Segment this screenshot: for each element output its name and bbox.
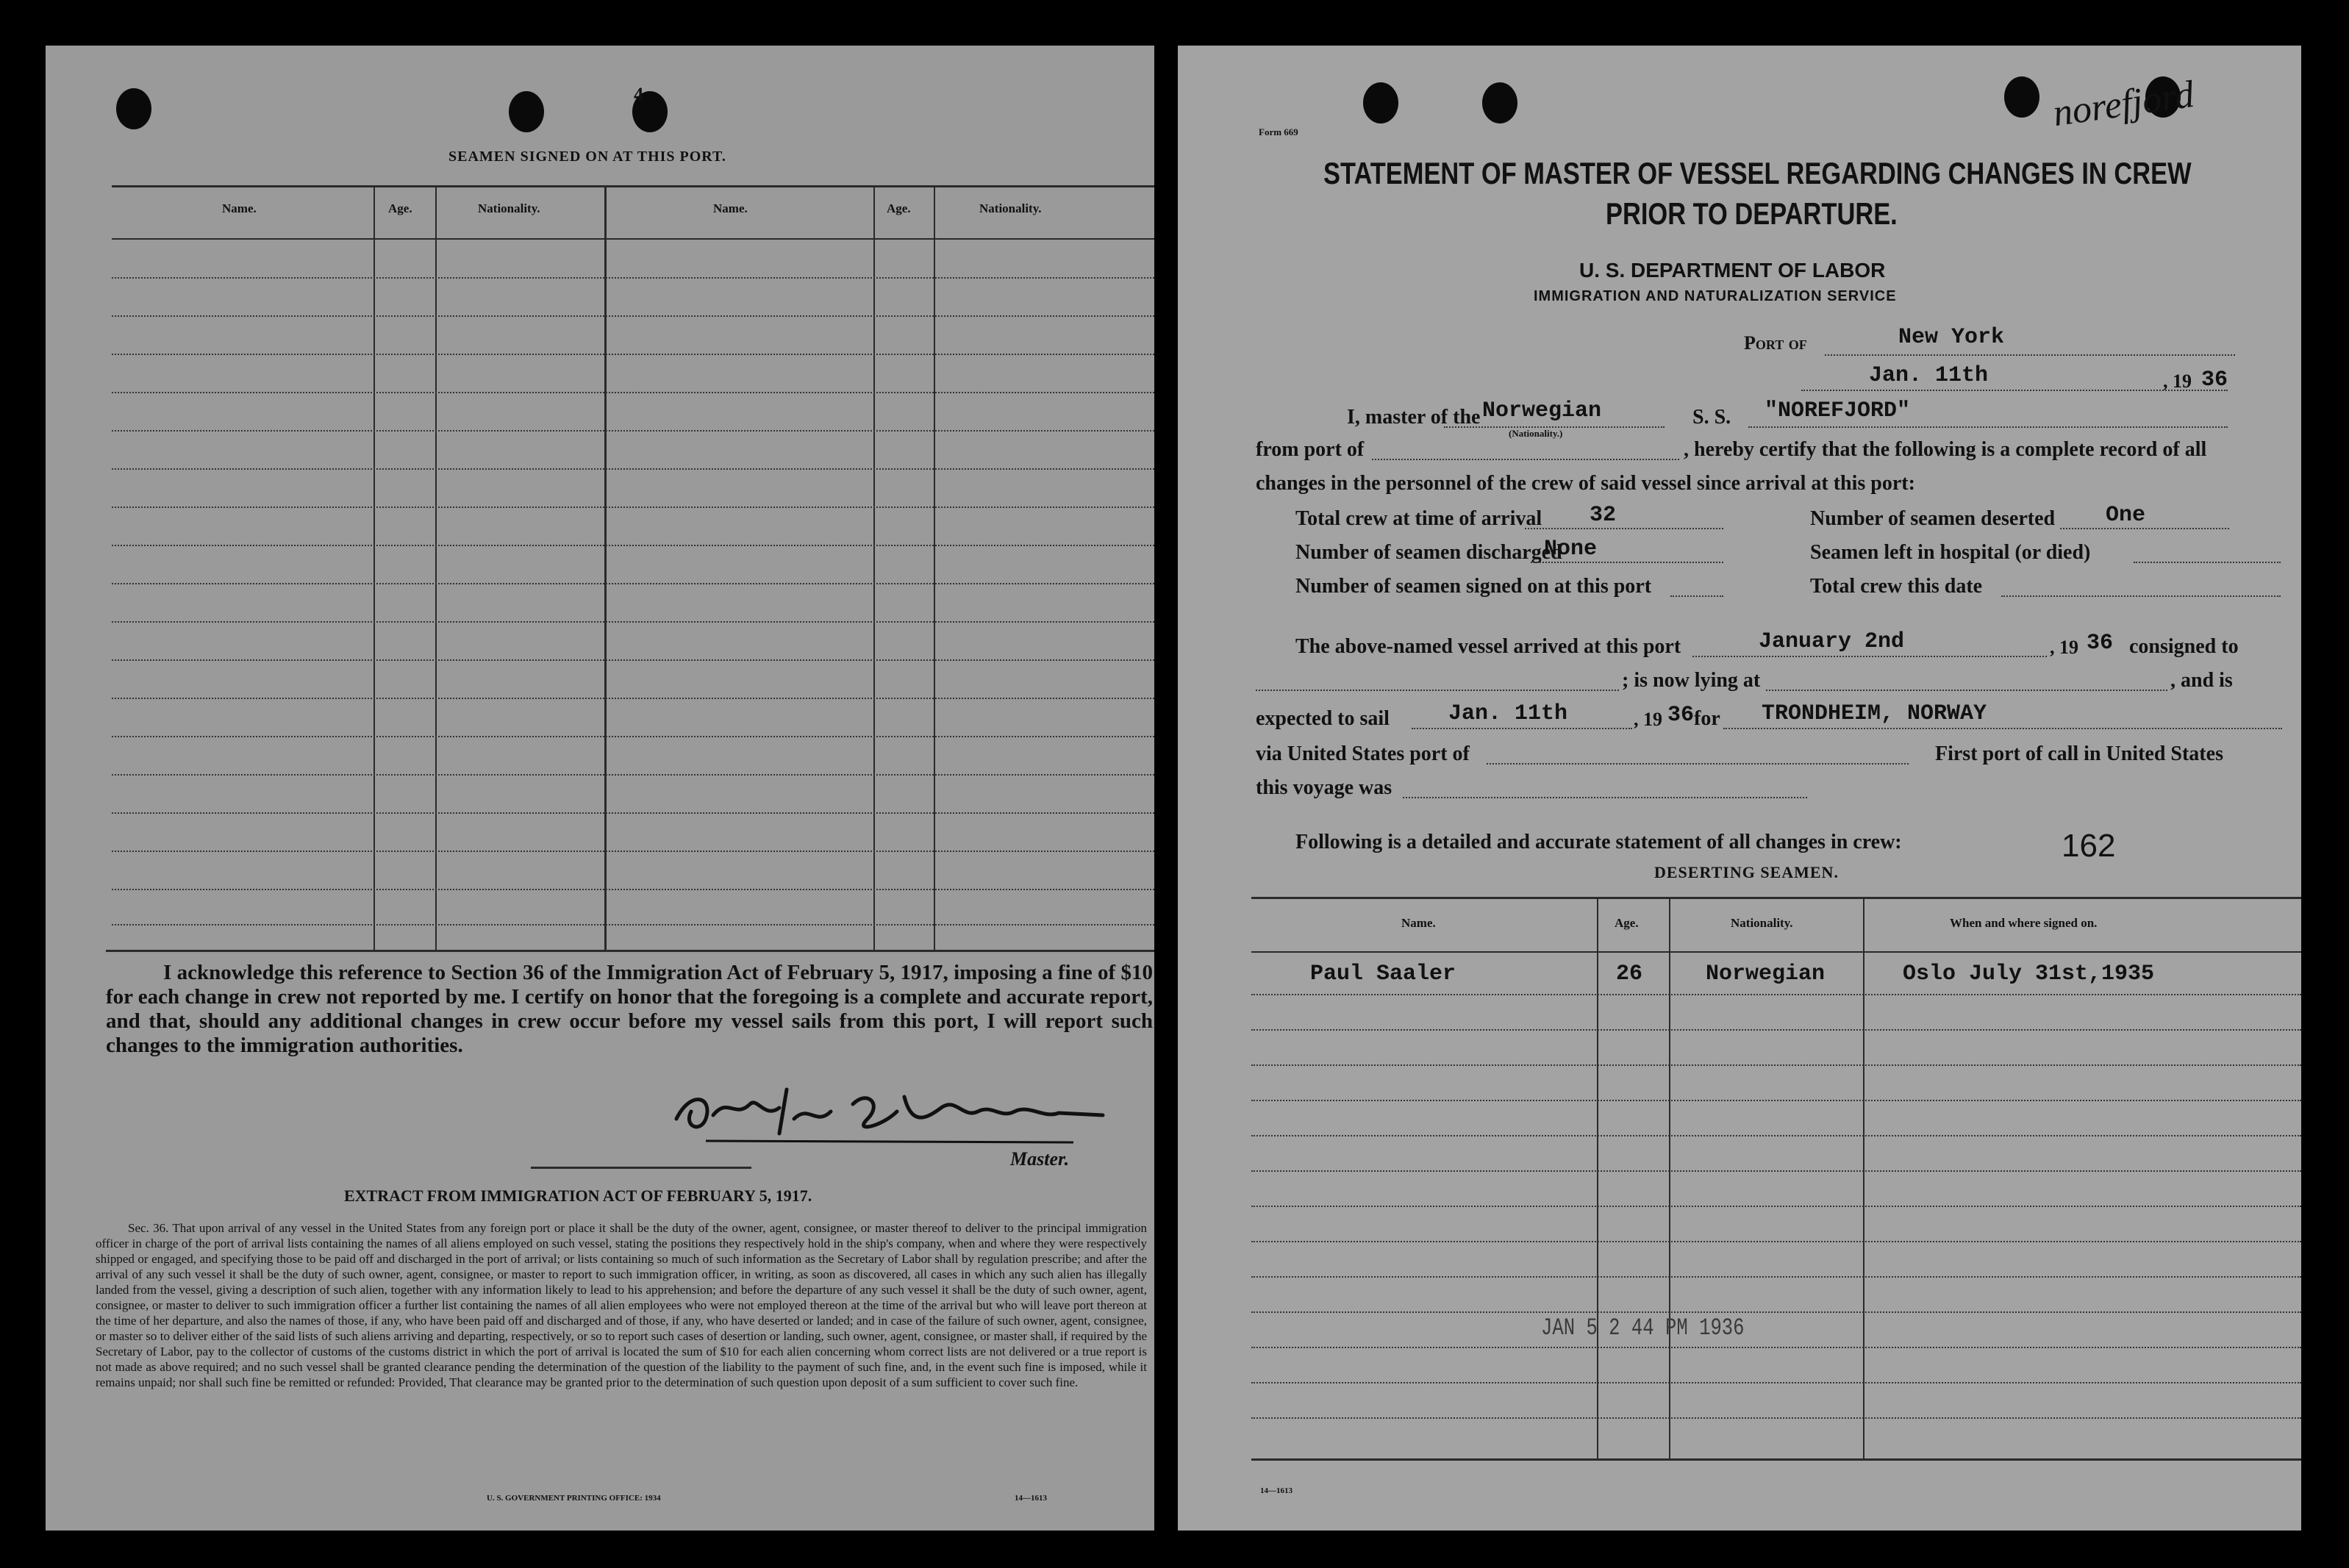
column-header-signed-on: When and where signed on.	[1950, 916, 2098, 930]
form-code: 14—1613	[1015, 1494, 1047, 1503]
discharged-value: None	[1544, 537, 1598, 562]
date-value: Jan. 11th	[1869, 363, 1989, 388]
date-year: 36	[2201, 368, 2228, 393]
table-row	[1251, 1064, 2301, 1066]
table-row	[1251, 1100, 2301, 1101]
table-row	[1251, 1135, 2301, 1136]
column-header-name: Name.	[1401, 916, 1436, 930]
table-row	[112, 583, 1154, 584]
total-crew-label: Total crew at time of arrival	[1295, 507, 1542, 530]
table-row	[112, 315, 1154, 317]
column-header-age: Age.	[388, 201, 412, 215]
and-is-label: , and is	[2170, 669, 2233, 692]
table-row	[112, 392, 1154, 393]
hospital-label: Seamen left in hospital (or died)	[1810, 541, 2091, 564]
extract-title: EXTRACT FROM IMMIGRATION ACT OF FEBRUARY 5, 1917.	[344, 1186, 812, 1205]
table-row	[1251, 1241, 2301, 1242]
punch-hole	[1363, 82, 1398, 123]
cell-name: Paul Saaler	[1310, 962, 1456, 987]
punch-hole	[116, 88, 151, 129]
following-text: Following is a detailed and accurate statement of all changes in crew:	[1295, 831, 1902, 853]
table-row	[112, 354, 1154, 355]
column-header-nationality: Nationality.	[1731, 916, 1793, 930]
discharged-label: Number of seamen discharged	[1295, 541, 1562, 564]
column-header-age: Age.	[1615, 916, 1639, 930]
first-port-label: First port of call in United States	[1935, 742, 2223, 765]
form-label: Form 669	[1259, 126, 1298, 137]
lying-at-label: ; is now lying at	[1622, 669, 1761, 692]
section-title: SEAMEN SIGNED ON AT THIS PORT.	[448, 148, 726, 165]
acknowledgment-text: I acknowledge this reference to Section 36 of the Immigration Act of February 5, 1917, imposing a fine of $10 for each change in crew not reported by me. I certify on honor that the foregoing is a complete and accurate report, and that, should any additional changes in crew occur before my vessel sails from this port, I will report such changes to the immigration authorities.	[106, 961, 1153, 1057]
department-subtitle: IMMIGRATION AND NATURALIZATION SERVICE	[1534, 288, 1897, 304]
table-row	[1251, 1382, 2301, 1383]
page-number: 4	[634, 84, 643, 105]
ship-name: "NOREFJORD"	[1765, 398, 1911, 423]
arrived-label: The above-named vessel arrived at this port	[1295, 635, 1681, 658]
arrived-year: 36	[2087, 631, 2114, 656]
table-row	[112, 621, 1154, 623]
nationality-value: Norwegian	[1482, 398, 1602, 423]
cell-signed-on: Oslo July 31st,1935	[1903, 962, 2155, 987]
table-row	[1251, 1417, 2301, 1419]
signature-image	[662, 1075, 1118, 1156]
destination-value: TRONDHEIM, NORWAY	[1762, 701, 1987, 726]
table-row	[1251, 1276, 2301, 1278]
arrived-year-prefix: , 19	[2050, 637, 2078, 658]
table-row	[112, 812, 1154, 814]
port-of-label: Port of	[1744, 332, 1807, 354]
right-page	[1178, 46, 2301, 1531]
master-of-label: I, master of the	[1347, 406, 1481, 429]
master-label: Master.	[1010, 1148, 1070, 1170]
arrived-value: January 2nd	[1759, 629, 1905, 654]
received-stamp: JAN 5 2 44 PM 1936	[1541, 1314, 1745, 1342]
table-row	[1251, 1311, 2301, 1313]
deserting-seamen-title: DESERTING SEAMEN.	[1654, 863, 1839, 881]
from-port-label: from port of	[1256, 438, 1365, 461]
table-row	[1251, 1206, 2301, 1207]
sail-year: 36	[1667, 703, 1695, 728]
via-port-label: via United States port of	[1256, 742, 1470, 765]
sail-date-value: Jan. 11th	[1448, 701, 1568, 726]
table-row	[112, 659, 1154, 661]
table-row	[112, 468, 1154, 470]
column-header-name: Name.	[222, 201, 257, 215]
cell-age: 26	[1616, 962, 1643, 987]
table-row	[112, 545, 1154, 546]
nationality-caption: (Nationality.)	[1509, 428, 1563, 439]
ss-label: S. S.	[1692, 406, 1731, 429]
port-of-value: New York	[1898, 325, 2005, 350]
punch-hole	[2004, 76, 2039, 118]
voyage-label: this voyage was	[1256, 776, 1392, 799]
table-row	[112, 736, 1154, 737]
deserted-label: Number of seamen deserted	[1810, 507, 2056, 530]
table-row	[1251, 1170, 2301, 1172]
consigned-label: consigned to	[2129, 635, 2239, 658]
sail-year-prefix: , 19	[1634, 709, 1662, 730]
table-row	[112, 924, 1154, 926]
total-crew-date-label: Total crew this date	[1810, 575, 1983, 598]
table-row	[112, 851, 1154, 852]
expected-label: expected to sail	[1256, 707, 1390, 730]
for-label: for	[1694, 707, 1720, 730]
handwritten-note: norefjord	[2050, 73, 2197, 135]
column-header-nationality: Nationality.	[478, 201, 540, 215]
table-row	[112, 774, 1154, 776]
table-row	[1251, 1029, 2301, 1031]
date-year-prefix: , 19	[2163, 370, 2192, 392]
signed-on-label: Number of seamen signed on at this port	[1295, 575, 1652, 598]
total-crew-value: 32	[1590, 503, 1617, 528]
table-row	[112, 889, 1154, 890]
table-row	[1251, 994, 2301, 995]
table-row	[1251, 1347, 2301, 1348]
table-row	[112, 430, 1154, 432]
punch-hole	[509, 91, 544, 132]
handwritten-number: 162	[2062, 828, 2116, 864]
form-code: 14—1613	[1260, 1486, 1293, 1495]
punch-hole	[1482, 82, 1517, 123]
column-header-age: Age.	[887, 201, 911, 215]
certify-text: , hereby certify that the following is a complete record of all	[1684, 438, 2207, 461]
changes-text: changes in the personnel of the crew of said vessel since arrival at this port:	[1256, 472, 1915, 495]
table-row	[112, 277, 1154, 279]
form-title: STATEMENT OF MASTER OF VESSEL REGARDING CHANGES IN CREW	[1323, 156, 2192, 190]
table-row	[112, 698, 1154, 699]
column-header-nationality: Nationality.	[979, 201, 1042, 215]
table-row	[112, 506, 1154, 508]
printing-office-label: U. S. GOVERNMENT PRINTING OFFICE: 1934	[487, 1494, 661, 1503]
column-header-name: Name.	[713, 201, 748, 215]
form-title-line2: PRIOR TO DEPARTURE.	[1606, 196, 1898, 231]
extract-body: Sec. 36. That upon arrival of any vessel in the United States from any foreign port or place it shall be the duty of the owner, agent, consignee, or master thereof to deliver to the principal immigration officer in charge of the port of arrival lists containing the names of all aliens employed on such vessel, stating the positions they respectively hold in the ship's company, when and where they were respectively shipped or engaged, and specifying those to be paid off and discharged in the port of arrival; or lists containing so much of such information as the Secretary of Labor shall by regulation prescribe; and after the arrival of any such vessel it shall be the duty of such owner, agent, consignee, or master to report to such immigration officer, in writing, as soon as discovered, all cases in which any such alien has illegally landed from the vessel, giving a description of such alien, together with any information likely to lead to his apprehension; and before the departure of any such vessel it shall be the duty of such owner, agent, consignee, or master to deliver to such immigration officer a further list containing the names of all alien employees who were not employed thereon at the time of the arrival but who will leave port thereon at the time of her departure, and also the names of those, if any, who have been paid off and discharged and of those, if any, who have deserted or landed; and in case of the failure of such owner, agent, consignee, or master so to deliver either of the said lists of such aliens arriving and departing, respectively, or so to report such cases of desertion or landing, such owner, agent, consignee, or master shall, if required by the Secretary of Labor, pay to the collector of customs of the customs district in which the port of arrival is located the sum of $10 for each alien concerning whom correct lists are not delivered or a true report is not made as above required; and no such vessel shall be granted clearance pending the determination of the question of the liability to the payment of such fine, and, in the event such fine is imposed, while it remains unpaid; nor shall such fine be remitted or refunded: Provided, That clearance may be granted prior to the determination of such question upon deposit of a sum sufficient to cover such fine.	[96, 1221, 1147, 1389]
deserted-value: One	[2106, 503, 2146, 528]
department-title: U. S. DEPARTMENT OF LABOR	[1579, 259, 1886, 282]
cell-nationality: Norwegian	[1706, 962, 1826, 987]
left-page	[46, 46, 1154, 1531]
